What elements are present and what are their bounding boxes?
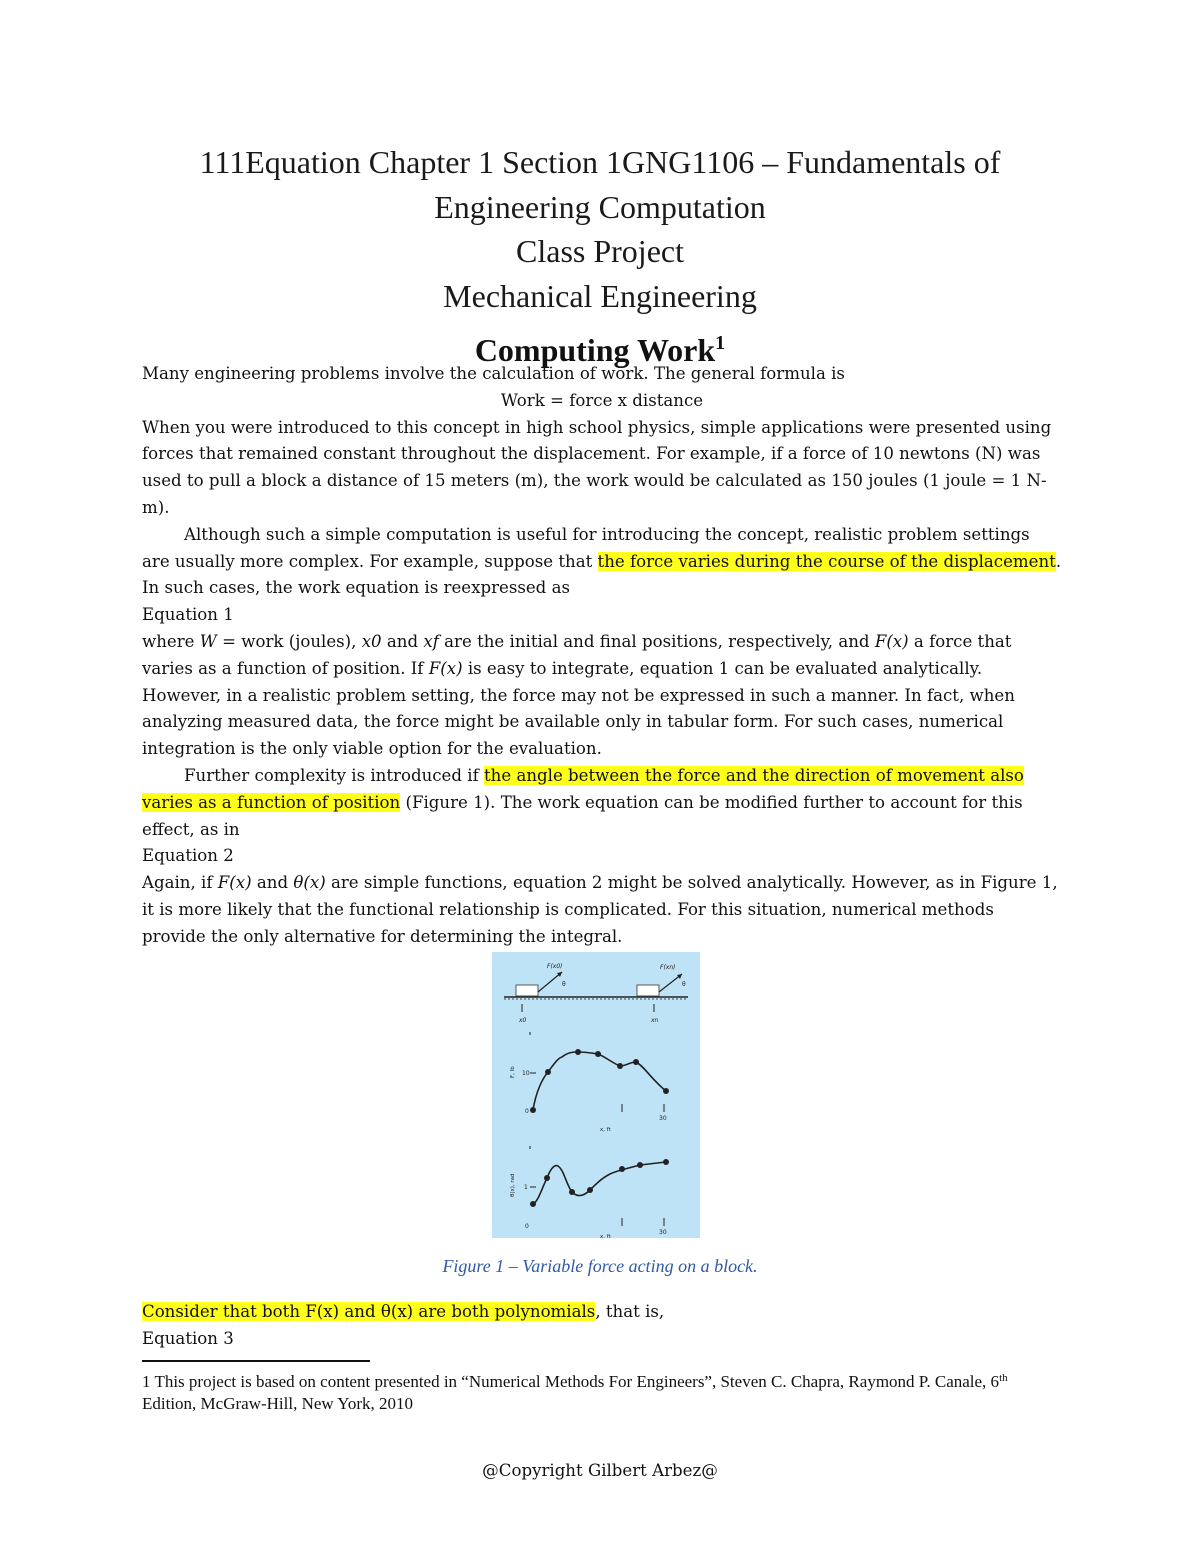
bot-x-axis-label: x, ft — [600, 1234, 611, 1238]
copyright-footer: @Copyright Gilbert Arbez@ — [482, 1461, 718, 1480]
p4-text-d: are the initial and final positions, respectively, and — [438, 631, 875, 651]
body-text — [142, 361, 1062, 951]
force-point — [530, 1107, 536, 1113]
title-line-1: 111Equation Chapter 1 Section 1GNG1106 – Fundamentals of — [199, 144, 1001, 180]
equation-2-label: Equation 2 — [142, 846, 234, 866]
p4-text-f: is easy to integrate, equation 1 can be evaluated analytically. However, in a realistic problem setting, the force may not be expressed in such a manner. In fact, when analyzing measured data, the force might be available only in tabular form. For such cases, numerical integration is the only viable option for the evaluation. — [142, 658, 1015, 759]
polynomial-sentence — [142, 1298, 1062, 1325]
highlight-force-varies: the force varies during the course of the displacement — [597, 551, 1056, 571]
highlight-polynomials: Consider that both F(x) and θ(x) are both polynomials — [142, 1302, 596, 1321]
top-x-tick-label: 30 — [659, 1115, 667, 1122]
p5-text-b: (Figure 1). The work equation can be modified further to account for this effect, as in — [142, 792, 1023, 839]
var-x0: x0 — [361, 631, 382, 651]
figure-caption: Figure 1 – Variable force acting on a block. — [442, 1256, 758, 1276]
footnote-separator — [142, 1360, 370, 1362]
force-arrow-start — [538, 972, 562, 992]
angle-point — [637, 1162, 643, 1168]
paragraph-variable-force — [142, 522, 1062, 602]
bot-y-zero: 0 — [525, 1223, 529, 1230]
force-point — [617, 1063, 623, 1069]
top-x-axis-label: x, ft — [600, 1127, 611, 1133]
title-line-3: Class Project — [516, 233, 684, 269]
p4-text-a: where — [142, 631, 200, 651]
force-points — [530, 1049, 669, 1113]
top-y-axis-label: F, lb — [510, 1066, 516, 1078]
arrow-head-end — [677, 974, 682, 979]
angle-curve — [533, 1162, 666, 1204]
force-point — [633, 1059, 639, 1065]
p5-text-a: Further complexity is introduced if — [184, 765, 484, 785]
bot-y-tick-1: 1 — [524, 1184, 528, 1191]
label-theta-start: θ — [562, 981, 566, 988]
label-xn: xn — [651, 1017, 659, 1024]
footnote — [142, 1367, 1062, 1415]
work-formula: Work = force x distance — [500, 390, 704, 410]
title-block — [0, 140, 1200, 373]
paragraph-constant-force: When you were introduced to this concept in high school physics, simple applications were presented using forces that remained constant throughout the displacement. For example, if a force of 10 newtons (N) was used to pull a block a distance of 15 meters (m), the work would be calculated as 150 joules (1 joule = 1 N-m). — [142, 417, 1052, 517]
var-fx-3: F(x) — [217, 873, 252, 893]
force-point — [663, 1088, 669, 1094]
polynomial-text — [142, 1298, 1062, 1352]
angle-point — [587, 1187, 593, 1193]
bot-x-tick-label: 30 — [659, 1229, 667, 1236]
footnote-text-b: Edition, McGraw-Hill, New York, 2010 — [142, 1394, 414, 1413]
var-xf: xf — [423, 631, 439, 651]
angle-point — [530, 1201, 536, 1207]
label-fx0: F(x0) — [547, 963, 563, 970]
footnote-ref[interactable]: 1 — [715, 332, 726, 354]
figure-1 — [492, 952, 700, 1238]
angle-points — [530, 1159, 669, 1207]
label-fxn: F(xn) — [660, 964, 676, 971]
equation-1-label: Equation 1 — [142, 605, 234, 625]
p4-text-c: and — [381, 631, 424, 651]
title-line-2: Engineering Computation — [434, 188, 766, 225]
angle-point — [544, 1175, 550, 1181]
paragraph-intro: Many engineering problems involve the calculation of work. The general formula is — [142, 364, 845, 383]
p4-text-b: = work (joules), — [216, 631, 362, 651]
force-point — [595, 1051, 601, 1057]
force-point — [545, 1069, 551, 1075]
p6-text-a: Again, if — [142, 873, 218, 893]
equation-3-label: Equation 3 — [142, 1329, 234, 1348]
label-x0: x0 — [519, 1017, 527, 1024]
p3-text-a: Although such a simple computation is useful for introducing the concept, realistic problem settings are usually more complex. For example, suppose that — [142, 524, 1030, 571]
p3-text-b: . In such cases, the work equation is reexpressed as — [142, 551, 1062, 598]
var-fx-2: F(x) — [428, 658, 463, 678]
angle-point — [619, 1166, 625, 1172]
top-y-tick-10: 10 — [522, 1070, 530, 1077]
force-curve — [533, 1052, 666, 1110]
label-theta-end: θ — [682, 981, 686, 988]
paragraph-angle — [142, 763, 1062, 843]
highlight-angle-varies: the angle between the force and the direction of movement also varies as a function of position — [142, 765, 1024, 812]
bot-y-axis-label: θ(x), rad — [510, 1173, 516, 1197]
force-point — [575, 1049, 581, 1055]
polynomial-rest: , that is, — [595, 1302, 665, 1321]
var-theta: θ(x) — [293, 873, 326, 893]
title-line-4: Mechanical Engineering — [443, 277, 757, 314]
var-fx: F(x) — [874, 631, 909, 651]
paragraph-definitions — [142, 629, 1062, 763]
angle-point — [663, 1159, 669, 1165]
footnote-text-a: 1 This project is based on content presented in “Numerical Methods For Engineers”, Steven C. Chapra, Raymond P. Canale, 6 — [142, 1372, 1000, 1391]
p6-text-c: are simple functions, equation 2 might be solved analytically. However, as in Figure 1, it is more likely that the functional relationship is complicated. For this situation, numerical methods provide the only alternative for determining the integral. — [142, 873, 1058, 946]
var-w: W — [199, 631, 217, 651]
block-end — [637, 985, 659, 996]
angle-point — [569, 1189, 575, 1195]
footnote-sup: th — [999, 1372, 1008, 1384]
block-start — [516, 985, 538, 996]
p6-text-b: and — [251, 873, 294, 893]
main-title-text: Computing Work — [474, 332, 716, 368]
figure-1-drawing — [492, 952, 700, 1238]
paragraph-again — [142, 870, 1062, 950]
p4-text-e: a force that varies as a function of position. If — [142, 631, 1012, 678]
top-y-zero: 0 — [525, 1108, 529, 1115]
